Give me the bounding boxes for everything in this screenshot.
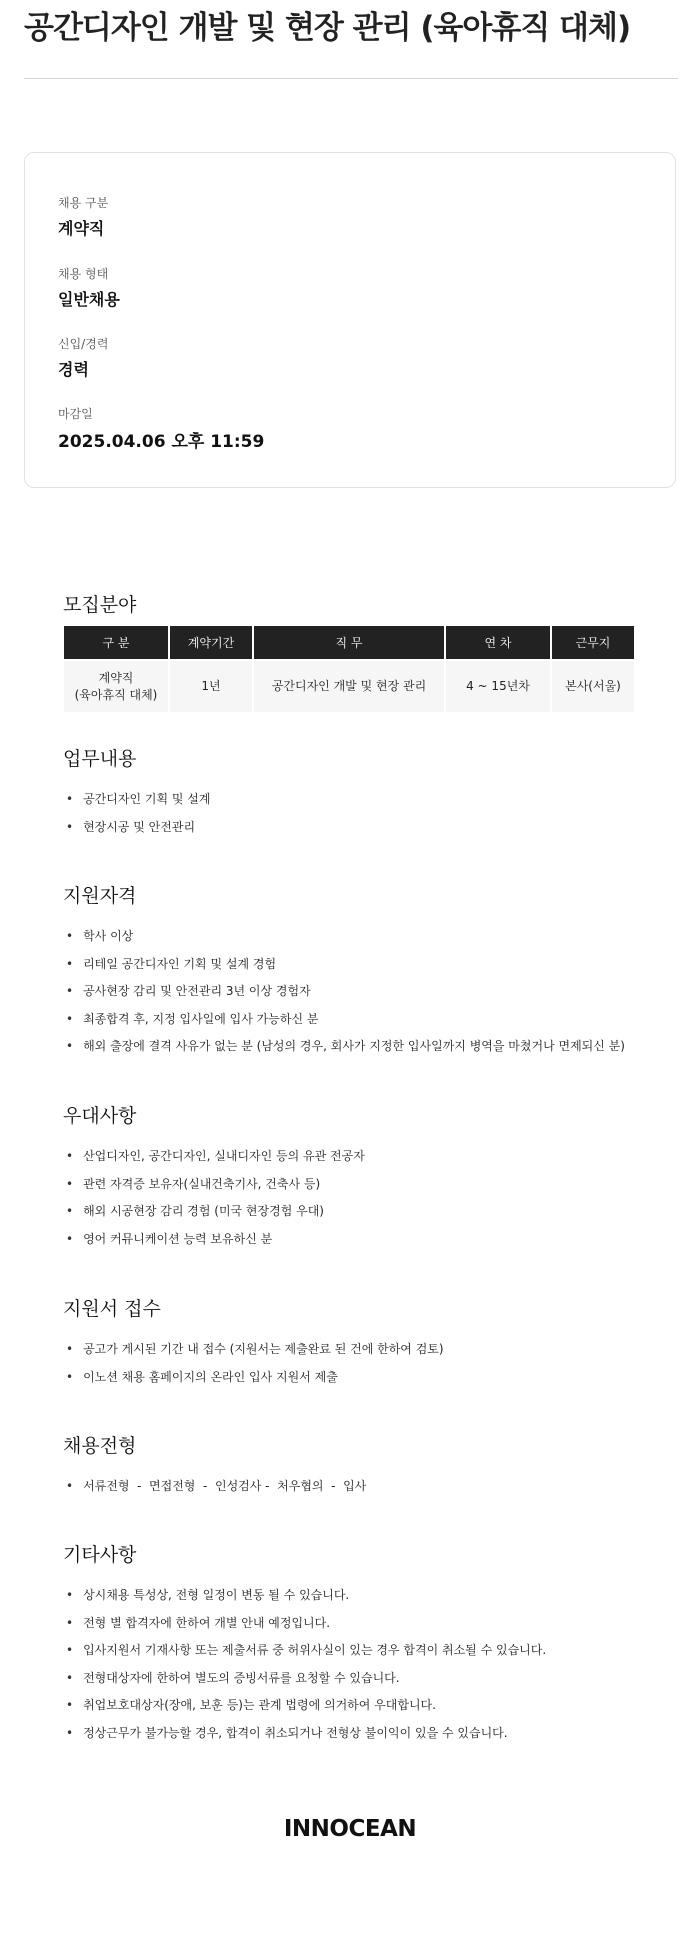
list-item: • 해외 시공현장 감리 경험 (미국 현장경험 우대) [66, 1204, 365, 1232]
deadline-label: 마감일 [58, 407, 93, 421]
recruit-table [62, 626, 636, 712]
hiring-type-label: 채용 형태 [58, 267, 109, 281]
list-item: • 리테일 공간디자인 기획 및 설계 경험 [66, 957, 625, 985]
preferred-section-title: 우대사항 [63, 1105, 137, 1127]
header-category: 구 분 [64, 626, 168, 659]
list-item: • 입사지원서 기재사항 또는 제출서류 중 허위사실이 있는 경우 합격이 취소될 수 있습니다. [66, 1643, 546, 1671]
header-years: 연 차 [446, 626, 550, 659]
employment-type-label: 채용 구분 [58, 196, 109, 210]
hiring-type-value: 일반채용 [58, 290, 120, 309]
table-row [64, 659, 634, 712]
cell-contract-period: 1년 [170, 659, 252, 712]
list-item: • 상시채용 특성상, 전형 일정이 변동 될 수 있습니다. [66, 1588, 546, 1616]
list-item: • 전형대상자에 한하여 별도의 증빙서류를 요청할 수 있습니다. [66, 1671, 546, 1699]
duties-list [66, 792, 210, 847]
career-level-value: 경력 [58, 360, 89, 379]
list-item: • 관련 자격증 보유자(실내건축기사, 건축사 등) [66, 1177, 365, 1205]
application-list [66, 1342, 444, 1397]
cell-category: 계약직 (육아휴직 대체) [64, 659, 168, 712]
header-job: 직 무 [254, 626, 444, 659]
preferred-list [66, 1149, 365, 1259]
list-item: • 전형 별 합격자에 한하여 개별 안내 예정입니다. [66, 1616, 546, 1644]
process-section-title: 채용전형 [63, 1435, 137, 1457]
application-section-title: 지원서 접수 [63, 1298, 161, 1320]
table-header-row [64, 626, 634, 659]
list-item: • 취업보호대상자(장애, 보훈 등)는 관계 법령에 의거하여 우대합니다. [66, 1698, 546, 1726]
list-item: • 공사현장 감리 및 안전관리 3년 이상 경험자 [66, 984, 625, 1012]
etc-section-title: 기타사항 [63, 1544, 137, 1566]
deadline-value: 2025.04.06 오후 11:59 [58, 432, 265, 452]
list-item: • 공간디자인 기획 및 설계 [66, 792, 210, 820]
qualifications-list [66, 929, 625, 1067]
list-item: • 정상근무가 불가능할 경우, 합격이 취소되거나 전형상 불이익이 있을 수 있습니다. [66, 1726, 546, 1754]
page-title: 공간디자인 개발 및 현장 관리 (육아휴직 대체) [24, 10, 631, 46]
career-level-label: 신입/경력 [58, 337, 109, 351]
title-divider [24, 78, 678, 79]
list-item: • 영어 커뮤니케이션 능력 보유하신 분 [66, 1232, 365, 1260]
process-list [66, 1479, 366, 1507]
list-item: • 공고가 게시된 기간 내 접수 (지원서는 제출완료 된 건에 한하여 검토) [66, 1342, 444, 1370]
cell-years: 4 ~ 15년차 [446, 659, 550, 712]
summary-card [24, 152, 676, 488]
header-location: 근무지 [552, 626, 634, 659]
qualifications-section-title: 지원자격 [63, 885, 137, 907]
list-item: • 서류전형 - 면접전형 - 인성검사 - 처우협의 - 입사 [66, 1479, 366, 1507]
list-item: • 산업디자인, 공간디자인, 실내디자인 등의 유관 전공자 [66, 1149, 365, 1177]
cell-job: 공간디자인 개발 및 현장 관리 [254, 659, 444, 712]
innocean-logo: INNOCEAN [283, 1816, 417, 1842]
cell-location: 본사(서울) [552, 659, 634, 712]
recruit-section-title: 모집분야 [63, 594, 137, 616]
list-item: • 이노션 채용 홈페이지의 온라인 입사 지원서 제출 [66, 1370, 444, 1398]
duties-section-title: 업무내용 [63, 748, 137, 770]
header-contract-period: 계약기간 [170, 626, 252, 659]
employment-type-value: 계약직 [58, 219, 105, 238]
etc-list [66, 1588, 546, 1753]
list-item: • 학사 이상 [66, 929, 625, 957]
list-item: • 최종합격 후, 지정 입사일에 입사 가능하신 분 [66, 1012, 625, 1040]
list-item: • 해외 출장에 결격 사유가 없는 분 (남성의 경우, 회사가 지정한 입사일까지 병역을 마쳤거나 면제되신 분) [66, 1039, 625, 1067]
list-item: • 현장시공 및 안전관리 [66, 820, 210, 848]
